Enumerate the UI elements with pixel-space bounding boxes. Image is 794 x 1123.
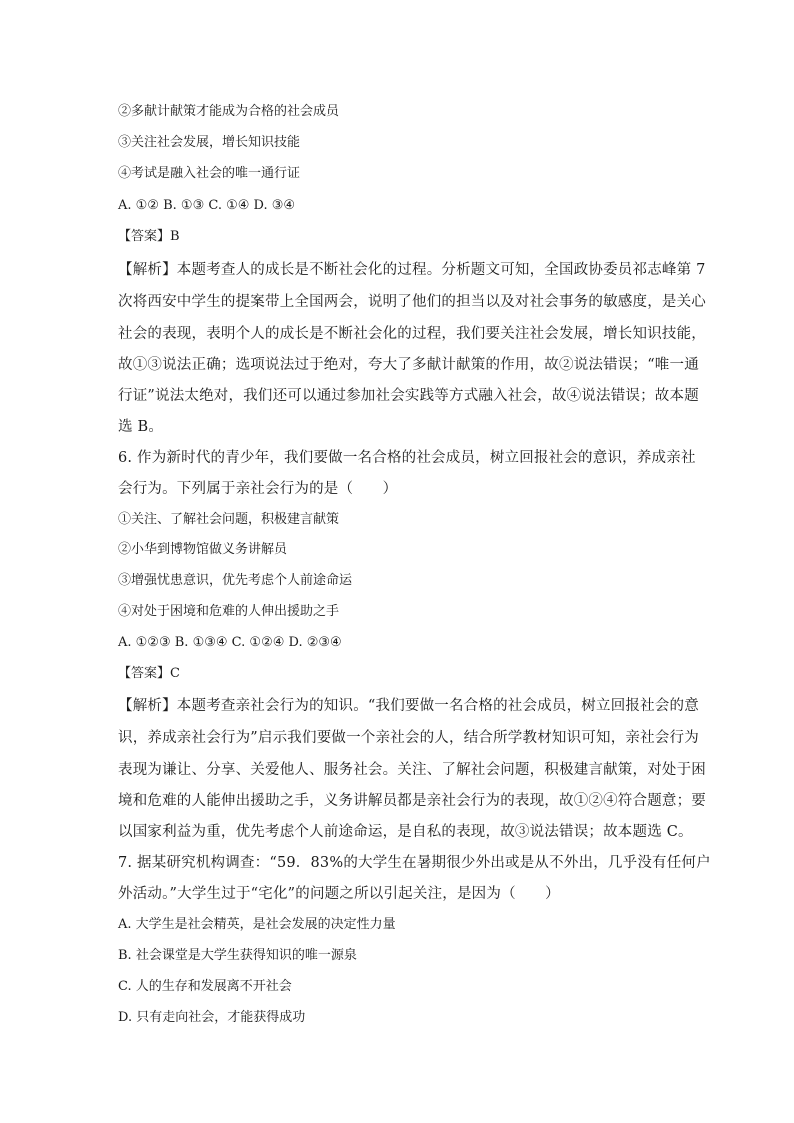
q7-option-b: B. 社会课堂是大学生获得知识的唯一源泉 [118, 948, 357, 963]
q5-analysis-line: 【解析】本题考查人的成长是不断社会化的过程。分析题文可知，全国政协委员祁志峰第 7 [118, 262, 706, 278]
q6-stem-line: 6. 作为新时代的青少年，我们要做一名合格的社会成员，树立回报社会的意识，养成亲社 [118, 450, 696, 466]
q6-analysis-line: 以国家利益为重，优先考虑个人前途命运，是自私的表现，故③说法错误；故本题选 C。 [118, 824, 693, 840]
q5-choices: A. ①② B. ①③ C. ①④ D. ③④ [118, 198, 296, 213]
q5-analysis-line: 故①③说法正确；选项说法过于绝对，夸大了多献计献策的作用，故②说法错误；“唯一通 [118, 357, 699, 373]
q6-option-1: ①关注、了解社会问题，积极建言献策 [118, 512, 340, 527]
q6-option-4: ④对处于困境和危难的人伸出援助之手 [118, 604, 340, 619]
q7-stem-line: 7. 据某研究机构调查：“59．83%的大学生在暑期很少外出或是从不外出，几乎没有任何户 [118, 855, 711, 871]
q5-analysis-line: 行证”说法太绝对，我们还可以通过参加社会实践等方式融入社会，故④说法错误；故本题 [118, 388, 699, 404]
q7-option-d: D. 只有走向社会，才能获得成功 [118, 1010, 306, 1025]
q6-option-2: ②小华到博物馆做义务讲解员 [118, 542, 288, 557]
q5-option-2: ②多献计献策才能成为合格的社会成员 [118, 104, 340, 119]
q5-option-3: ③关注社会发展，增长知识技能 [118, 135, 301, 150]
q6-stem-line: 会行为。下列属于亲社会行为的是（ ） [118, 481, 398, 497]
q6-answer: 【答案】C [118, 666, 180, 681]
q6-choices: A. ①②③ B. ①③④ C. ①②④ D. ②③④ [118, 635, 342, 650]
q6-analysis-line: 表现为谦让、分享、关爱他人、服务社会。关注、了解社会问题，积极建言献策，对处于困 [118, 762, 706, 778]
q7-option-c: C. 人的生存和发展离不开社会 [118, 979, 292, 994]
q6-option-3: ③增强忧患意识，优先考虑个人前途命运 [118, 573, 353, 588]
q6-analysis-line: 境和危难的人能伸出援助之手，义务讲解员都是亲社会行为的表现，故①②④符合题意；要 [118, 793, 706, 809]
q7-stem-line: 外活动。”大学生过于“宅化”的问题之所以引起关注，是因为（ ） [118, 886, 560, 902]
q6-analysis-line: 【解析】本题考查亲社会行为的知识。“我们要做一名合格的社会成员，树立回报社会的意 [118, 698, 699, 714]
q5-analysis-line: 次将西安中学生的提案带上全国两会，说明了他们的担当以及对社会事务的敏感度，是关心 [118, 294, 706, 310]
q5-answer: 【答案】B [118, 229, 180, 244]
q5-option-4: ④考试是融入社会的唯一通行证 [118, 166, 301, 181]
q5-analysis-line: 选 B。 [118, 419, 164, 435]
q6-analysis-line: 识，养成亲社会行为”启示我们要做一个亲社会的人，结合所学教材知识可知，亲社会行为 [118, 730, 699, 746]
q7-option-a: A. 大学生是社会精英，是社会发展的决定性力量 [118, 917, 396, 932]
q5-analysis-line: 社会的表现，表明个人的成长是不断社会化的过程，我们要关注社会发展，增长知识技能， [118, 326, 706, 342]
